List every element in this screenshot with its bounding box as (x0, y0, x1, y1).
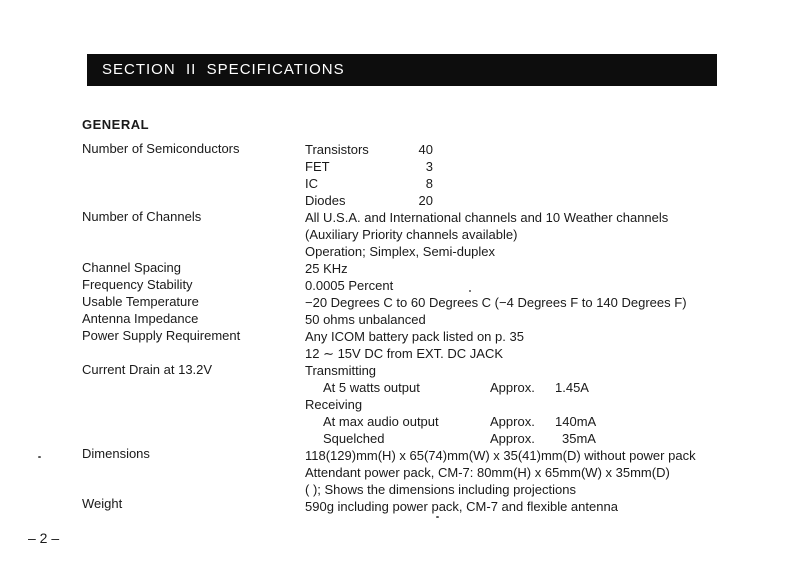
section-header-bar (87, 54, 717, 86)
page-number: – 2 – (28, 530, 60, 546)
frequency-stability-value: 0.0005 Percent (305, 278, 394, 293)
usable-temperature-label: Usable Temperature (82, 294, 199, 309)
semiconductor-count: 20 (418, 193, 433, 208)
scan-speck (469, 290, 471, 292)
weight-value: 590g including power pack, CM-7 and flexible antenna (305, 499, 618, 514)
dimensions-label: Dimensions (82, 446, 150, 461)
general-heading: GENERAL (82, 117, 150, 132)
rx-squelched-value: 35mA (562, 431, 596, 446)
dimensions-line: Attendant power pack, CM-7: 80mm(H) x 65mm(W) x 35mm(D) (305, 465, 670, 480)
power-supply-line: Any ICOM battery pack listed on p. 35 (305, 329, 524, 344)
antenna-impedance-label: Antenna Impedance (82, 311, 199, 326)
rx-max-approx: Approx. (490, 414, 535, 429)
channels-line: All U.S.A. and International channels and 10 Weather channels (305, 210, 669, 225)
semiconductor-name: FET (305, 159, 330, 174)
power-supply-label: Power Supply Requirement (82, 328, 241, 343)
channels-label: Number of Channels (82, 209, 202, 224)
section-title: SECTION II SPECIFICATIONS (102, 61, 345, 78)
channel-spacing-value: 25 KHz (305, 261, 348, 276)
usable-temperature-value: −20 Degrees C to 60 Degrees C (−4 Degrees F to 140 Degrees F) (305, 295, 687, 310)
dimensions-line: ( ); Shows the dimensions including projections (305, 482, 576, 497)
channels-line: (Auxiliary Priority channels available) (305, 227, 518, 242)
tx-condition: At 5 watts output (323, 380, 420, 395)
rx-squelched-condition: Squelched (323, 431, 385, 446)
rx-max-condition: At max audio output (323, 414, 439, 429)
weight-label: Weight (82, 496, 123, 511)
semiconductor-name: Transistors (305, 142, 369, 157)
power-supply-line: 12 ∼ 15V DC from EXT. DC JACK (305, 346, 504, 361)
semiconductor-name: IC (305, 176, 318, 191)
semiconductor-count: 40 (418, 142, 433, 157)
tx-approx: Approx. (490, 380, 535, 395)
antenna-impedance-value: 50 ohms unbalanced (305, 312, 426, 327)
semiconductors-label: Number of Semiconductors (82, 141, 240, 156)
frequency-stability-label: Frequency Stability (82, 277, 193, 292)
channel-spacing-label: Channel Spacing (82, 260, 182, 275)
dimensions-line: 118(129)mm(H) x 65(74)mm(W) x 35(41)mm(D) without power pack (305, 448, 696, 463)
semiconductor-name: Diodes (305, 193, 346, 208)
semiconductor-count: 3 (425, 159, 433, 174)
scan-speck (38, 456, 41, 458)
tx-value: 1.45A (555, 380, 589, 395)
scan-speck (436, 516, 439, 518)
semiconductor-count: 8 (425, 176, 433, 191)
transmitting-label: Transmitting (305, 363, 377, 378)
channels-line: Operation; Simplex, Semi-duplex (305, 244, 496, 259)
current-drain-label: Current Drain at 13.2V (82, 362, 213, 377)
rx-squelched-approx: Approx. (490, 431, 535, 446)
receiving-label: Receiving (305, 397, 363, 412)
rx-max-value: 140mA (555, 414, 597, 429)
